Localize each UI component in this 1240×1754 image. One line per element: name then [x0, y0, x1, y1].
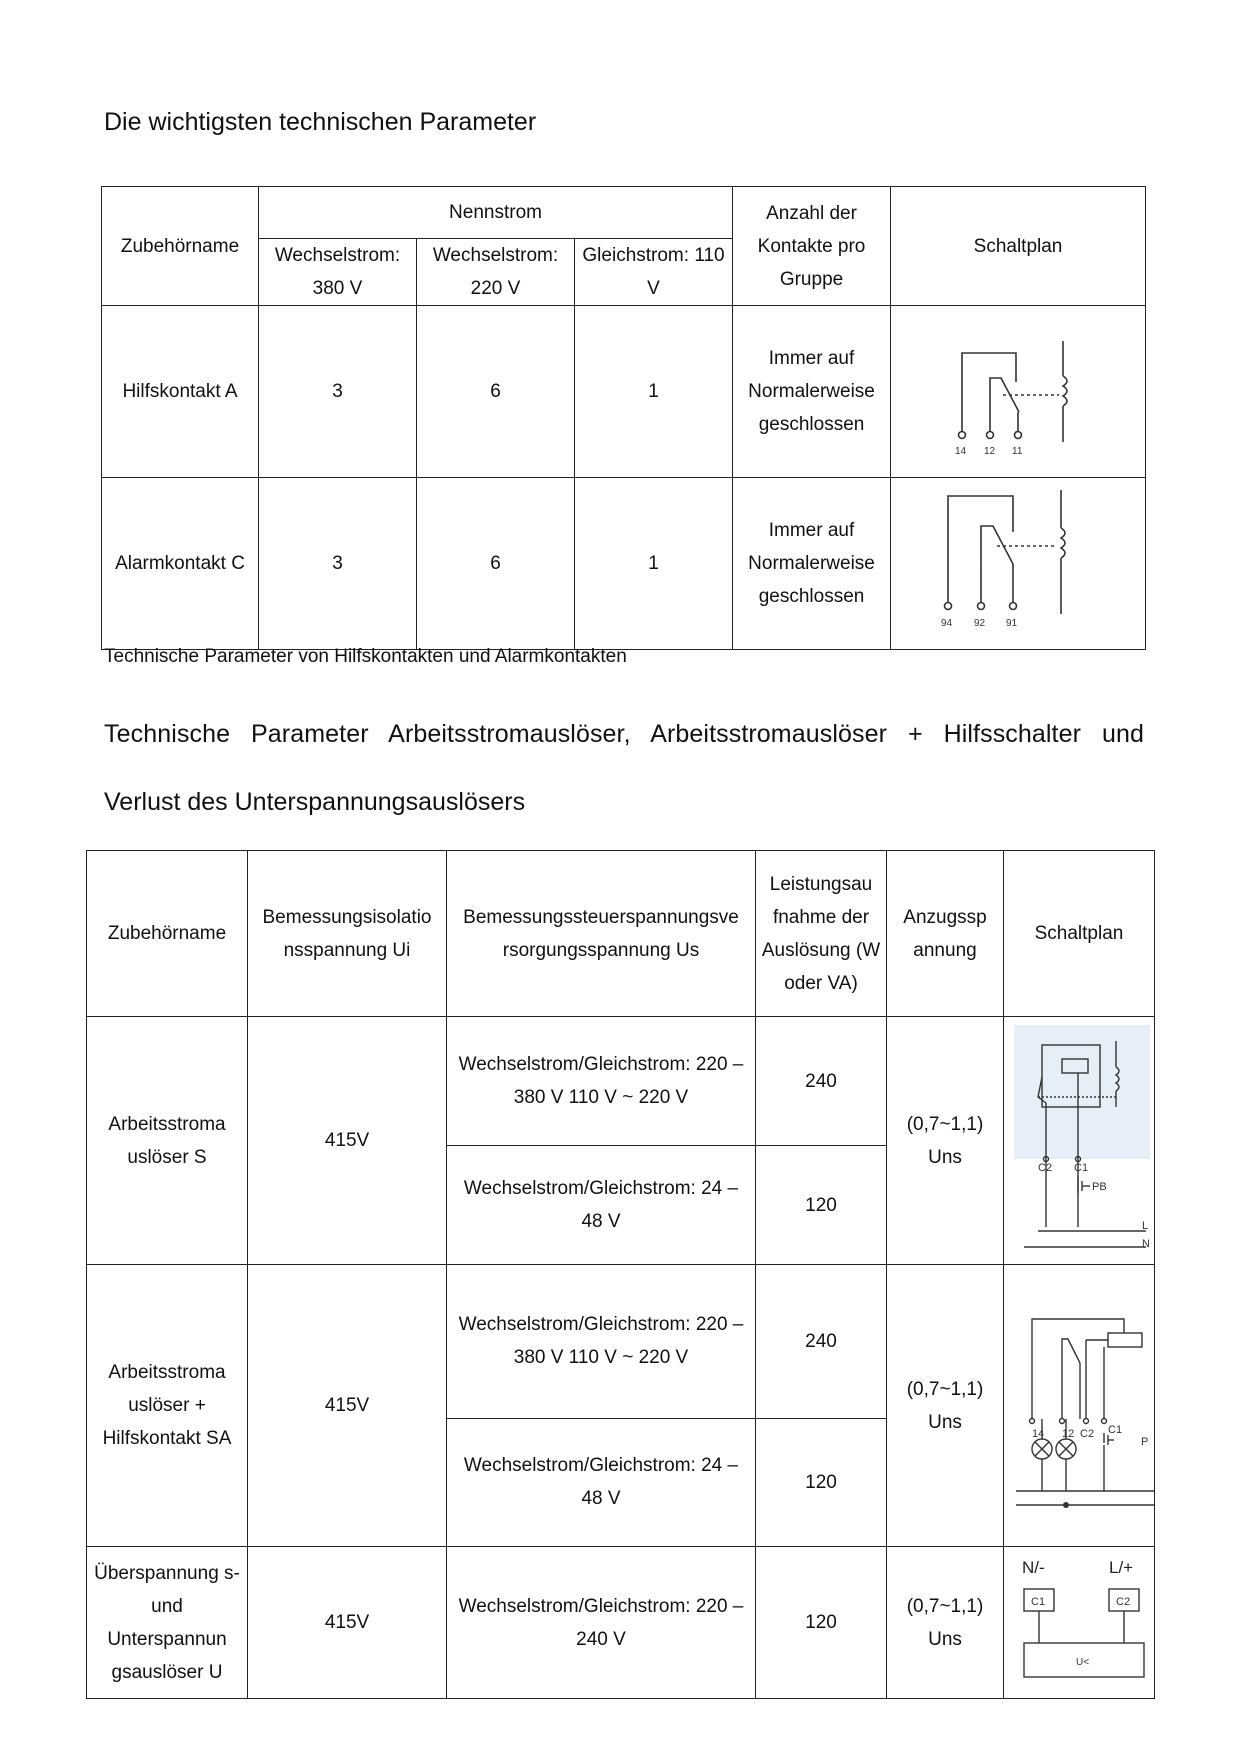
auxiliary-contact-diagram — [891, 306, 1146, 478]
header-insulation-voltage: Bemessungsisolatio nsspannung Ui — [248, 851, 447, 1017]
alarm-contact-diagram — [891, 478, 1146, 650]
row-ac220: 6 — [417, 478, 575, 650]
header-rated-current: Nennstrom — [259, 187, 733, 239]
release-parameters-table — [86, 850, 1155, 1699]
terminal-label: P — [1141, 1436, 1149, 1448]
terminal-label: L/+ — [1109, 1558, 1134, 1577]
accessory-contacts-table — [101, 186, 1146, 650]
terminal-label: 11 — [1012, 446, 1023, 457]
row-supply-voltage: Wechselstrom/Gleichstrom: 24 – 48 V — [447, 1418, 756, 1546]
row-name: Arbeitsstroma uslöser + Hilfskontakt SA — [87, 1265, 248, 1547]
row-name: Alarmkontakt C — [102, 478, 259, 650]
row-power: 120 — [756, 1418, 887, 1546]
table-row — [102, 306, 1146, 478]
table-caption: Technische Parameter von Hilfskontakten und Alarmkontakten — [104, 646, 627, 667]
row-insulation-voltage: 415V — [248, 1265, 447, 1547]
header-name: Zubehörname — [87, 851, 248, 1017]
row-pickup-voltage: (0,7~1,1) Uns — [887, 1547, 1004, 1699]
terminal-label: 14 — [1032, 1428, 1045, 1440]
header-supply-voltage: Bemessungssteuerspannungsve rsorgungsspannung Us — [447, 851, 756, 1017]
terminal-label: 94 — [941, 618, 953, 629]
header-power: Leistungsau fnahme der Auslösung (W oder VA) — [756, 851, 887, 1017]
header-diagram: Schaltplan — [891, 187, 1146, 306]
row-contacts: Immer auf Normalerweise geschlossen — [733, 478, 891, 650]
row-dc110: 1 — [575, 306, 733, 478]
undervoltage-release-diagram — [1004, 1547, 1155, 1699]
table-row — [87, 1265, 1155, 1419]
header-name: Zubehörname — [102, 187, 259, 306]
shunt-release-auxiliary-diagram — [1004, 1265, 1155, 1547]
terminal-label: C2 — [1080, 1428, 1095, 1440]
terminal-label: 92 — [974, 618, 986, 629]
table-row — [87, 1017, 1155, 1146]
terminal-label: 12 — [984, 446, 996, 457]
terminal-label: 12 — [1062, 1428, 1075, 1440]
row-supply-voltage: Wechselstrom/Gleichstrom: 220 – 240 V — [447, 1547, 756, 1699]
row-power: 240 — [756, 1017, 887, 1146]
terminal-label: 14 — [955, 446, 967, 457]
row-contacts: Immer auf Normalerweise geschlossen — [733, 306, 891, 478]
row-pickup-voltage: (0,7~1,1) Uns — [887, 1017, 1004, 1265]
header-diagram: Schaltplan — [1004, 851, 1155, 1017]
terminal-label: C1 — [1074, 1162, 1089, 1174]
section-title: Technische Parameter Arbeitsstromauslöser, Arbeitsstromauslöser + Hilfsschalter und — [104, 720, 1144, 748]
row-dc110: 1 — [575, 478, 733, 650]
table-row — [87, 1547, 1155, 1699]
terminal-label: N/- — [1022, 1558, 1045, 1577]
row-name: Überspannung s- und Unterspannun gsauslöser U — [87, 1547, 248, 1699]
row-power: 240 — [756, 1265, 887, 1419]
shunt-release-diagram — [1004, 1017, 1155, 1265]
row-pickup-voltage: (0,7~1,1) Uns — [887, 1265, 1004, 1547]
terminal-label: PB — [1092, 1181, 1107, 1193]
row-name: Hilfskontakt A — [102, 306, 259, 478]
row-insulation-voltage: 415V — [248, 1017, 447, 1265]
row-ac220: 6 — [417, 306, 575, 478]
terminal-label: U< — [1076, 1657, 1090, 1668]
section-title-continued: Verlust des Unterspannungsauslösers — [104, 788, 526, 816]
header-dc110: Gleichstrom: 110 V — [575, 239, 733, 306]
header-ac220: Wechselstrom: 220 V — [417, 239, 575, 306]
terminal-label: 91 — [1006, 618, 1018, 629]
header-ac380: Wechselstrom: 380 V — [259, 239, 417, 306]
terminal-label: C2 — [1038, 1162, 1053, 1174]
terminal-label: C1 — [1031, 1596, 1046, 1608]
header-pickup-voltage: Anzugssp annung — [887, 851, 1004, 1017]
terminal-label: L — [1142, 1220, 1149, 1232]
page-title: Die wichtigsten technischen Parameter — [104, 108, 537, 136]
row-power: 120 — [756, 1547, 887, 1699]
row-supply-voltage: Wechselstrom/Gleichstrom: 24 – 48 V — [447, 1146, 756, 1265]
row-ac380: 3 — [259, 478, 417, 650]
row-supply-voltage: Wechselstrom/Gleichstrom: 220 – 380 V 110 V ~ 220 V — [447, 1265, 756, 1419]
terminal-label: N — [1142, 1238, 1150, 1250]
table-row — [102, 478, 1146, 650]
row-name: Arbeitsstroma uslöser S — [87, 1017, 248, 1265]
terminal-label: C1 — [1108, 1424, 1123, 1436]
row-ac380: 3 — [259, 306, 417, 478]
row-insulation-voltage: 415V — [248, 1547, 447, 1699]
terminal-label: C2 — [1116, 1596, 1131, 1608]
header-contacts: Anzahl der Kontakte pro Gruppe — [733, 187, 891, 306]
row-supply-voltage: Wechselstrom/Gleichstrom: 220 – 380 V 110 V ~ 220 V — [447, 1017, 756, 1146]
row-power: 120 — [756, 1146, 887, 1265]
